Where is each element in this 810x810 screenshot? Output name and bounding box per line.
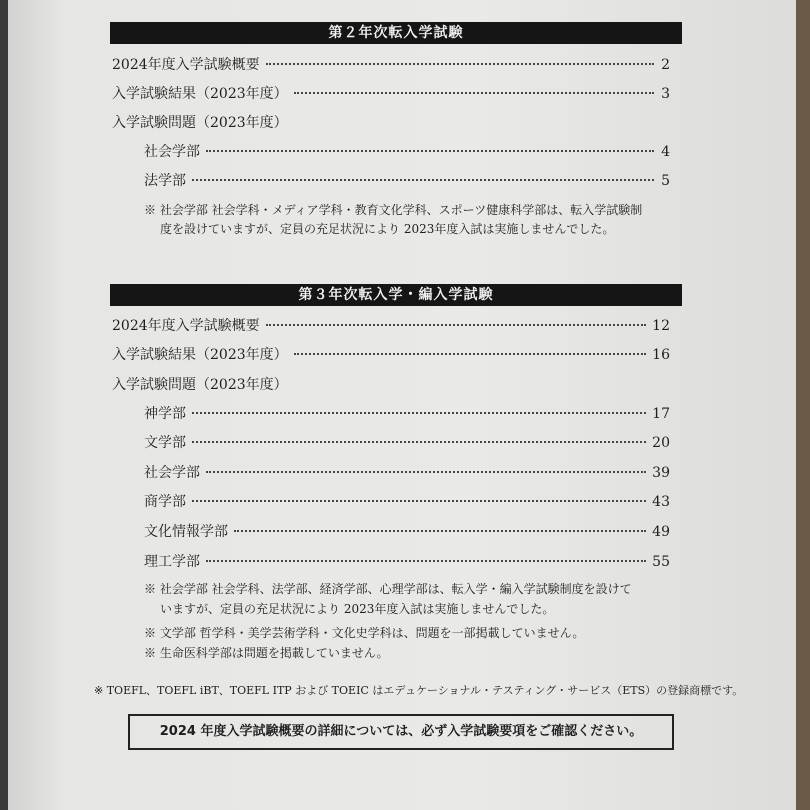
toc-page: 49 xyxy=(652,524,670,540)
notice-box: 2024 年度入学試験概要の詳細については、必ず入学試験要項をご確認ください。 xyxy=(128,714,674,750)
dot-leader xyxy=(206,471,646,473)
dot-leader xyxy=(192,412,646,414)
toc-page: 20 xyxy=(652,435,670,451)
toc-page: 4 xyxy=(661,144,670,160)
toc-entry xyxy=(112,54,670,74)
dot-leader xyxy=(192,500,646,502)
dot-leader xyxy=(294,353,647,355)
dot-leader xyxy=(294,92,654,94)
toc-label: 入学試験結果（2023年度） xyxy=(112,347,288,363)
section2-heading: 第２年次転入学試験 xyxy=(110,22,682,44)
toc-label: 理工学部 xyxy=(144,554,200,570)
toc-label: 入学試験問題（2023年度） xyxy=(112,115,288,131)
toc-page: 55 xyxy=(652,554,670,570)
footnote: ※ 社会学部 社会学科、法学部、経済学部、心理学部は、転入学・編入学試験制度を設けて xyxy=(144,582,632,596)
toc-page: 5 xyxy=(661,173,670,189)
toc-entry xyxy=(144,403,670,423)
dot-leader xyxy=(192,179,654,181)
toc-entry xyxy=(112,315,670,335)
toc-label: 2024年度入学試験概要 xyxy=(112,57,260,73)
toc-page: 16 xyxy=(652,347,670,363)
toc-label: 入学試験問題（2023年度） xyxy=(112,377,288,393)
toc-entry-heading xyxy=(112,374,670,394)
toc-page: 3 xyxy=(661,86,670,102)
trademark-note: ※ TOEFL、TOEFL iBT、TOEFL ITP および TOEIC はエデュケーショナル・テスティング・サービス（ETS）の登録商標です。 xyxy=(94,684,744,697)
footnote: 度を設けていますが、定員の充足状況により 2023年度入試は実施しませんでした。 xyxy=(160,222,615,236)
section3-heading: 第３年次転入学・編入学試験 xyxy=(110,284,682,306)
dot-leader xyxy=(206,150,654,152)
toc-page: 2 xyxy=(661,57,670,73)
toc-entry-heading xyxy=(112,112,670,132)
toc-label: 文学部 xyxy=(144,435,186,451)
toc-label: 商学部 xyxy=(144,494,186,510)
dot-leader xyxy=(206,560,646,562)
page-edge-shadow xyxy=(0,0,8,810)
toc-entry xyxy=(144,141,670,161)
dot-leader xyxy=(266,324,647,326)
footnote: ※ 生命医科学部は問題を掲載していません。 xyxy=(144,646,389,660)
toc-label: 2024年度入学試験概要 xyxy=(112,318,260,334)
footnote: いますが、定員の充足状況により 2023年度入試は実施しませんでした。 xyxy=(160,602,555,616)
dot-leader xyxy=(192,441,646,443)
toc-page: 43 xyxy=(652,494,670,510)
toc-entry xyxy=(144,462,670,482)
toc-entry xyxy=(112,83,670,103)
toc-entry xyxy=(112,344,670,364)
toc-entry xyxy=(144,521,670,541)
dot-leader xyxy=(234,530,646,532)
toc-entry xyxy=(144,491,670,511)
toc-entry xyxy=(144,432,670,452)
footnote: ※ 社会学部 社会学科・メディア学科・教育文化学科、スポーツ健康科学部は、転入学試験制 xyxy=(144,203,643,217)
toc-entry xyxy=(144,551,670,571)
footnote: ※ 文学部 哲学科・美学芸術学科・文化史学科は、問題を一部掲載していません。 xyxy=(144,626,585,640)
toc-label: 神学部 xyxy=(144,406,186,422)
toc-label: 社会学部 xyxy=(144,144,200,160)
toc-label: 文化情報学部 xyxy=(144,524,228,540)
toc-label: 社会学部 xyxy=(144,465,200,481)
toc-page: 39 xyxy=(652,465,670,481)
toc-page: 17 xyxy=(652,406,670,422)
toc-page: 12 xyxy=(652,318,670,334)
toc-label: 法学部 xyxy=(144,173,186,189)
dot-leader xyxy=(266,63,654,65)
toc-label: 入学試験結果（2023年度） xyxy=(112,86,288,102)
toc-entry xyxy=(144,170,670,190)
